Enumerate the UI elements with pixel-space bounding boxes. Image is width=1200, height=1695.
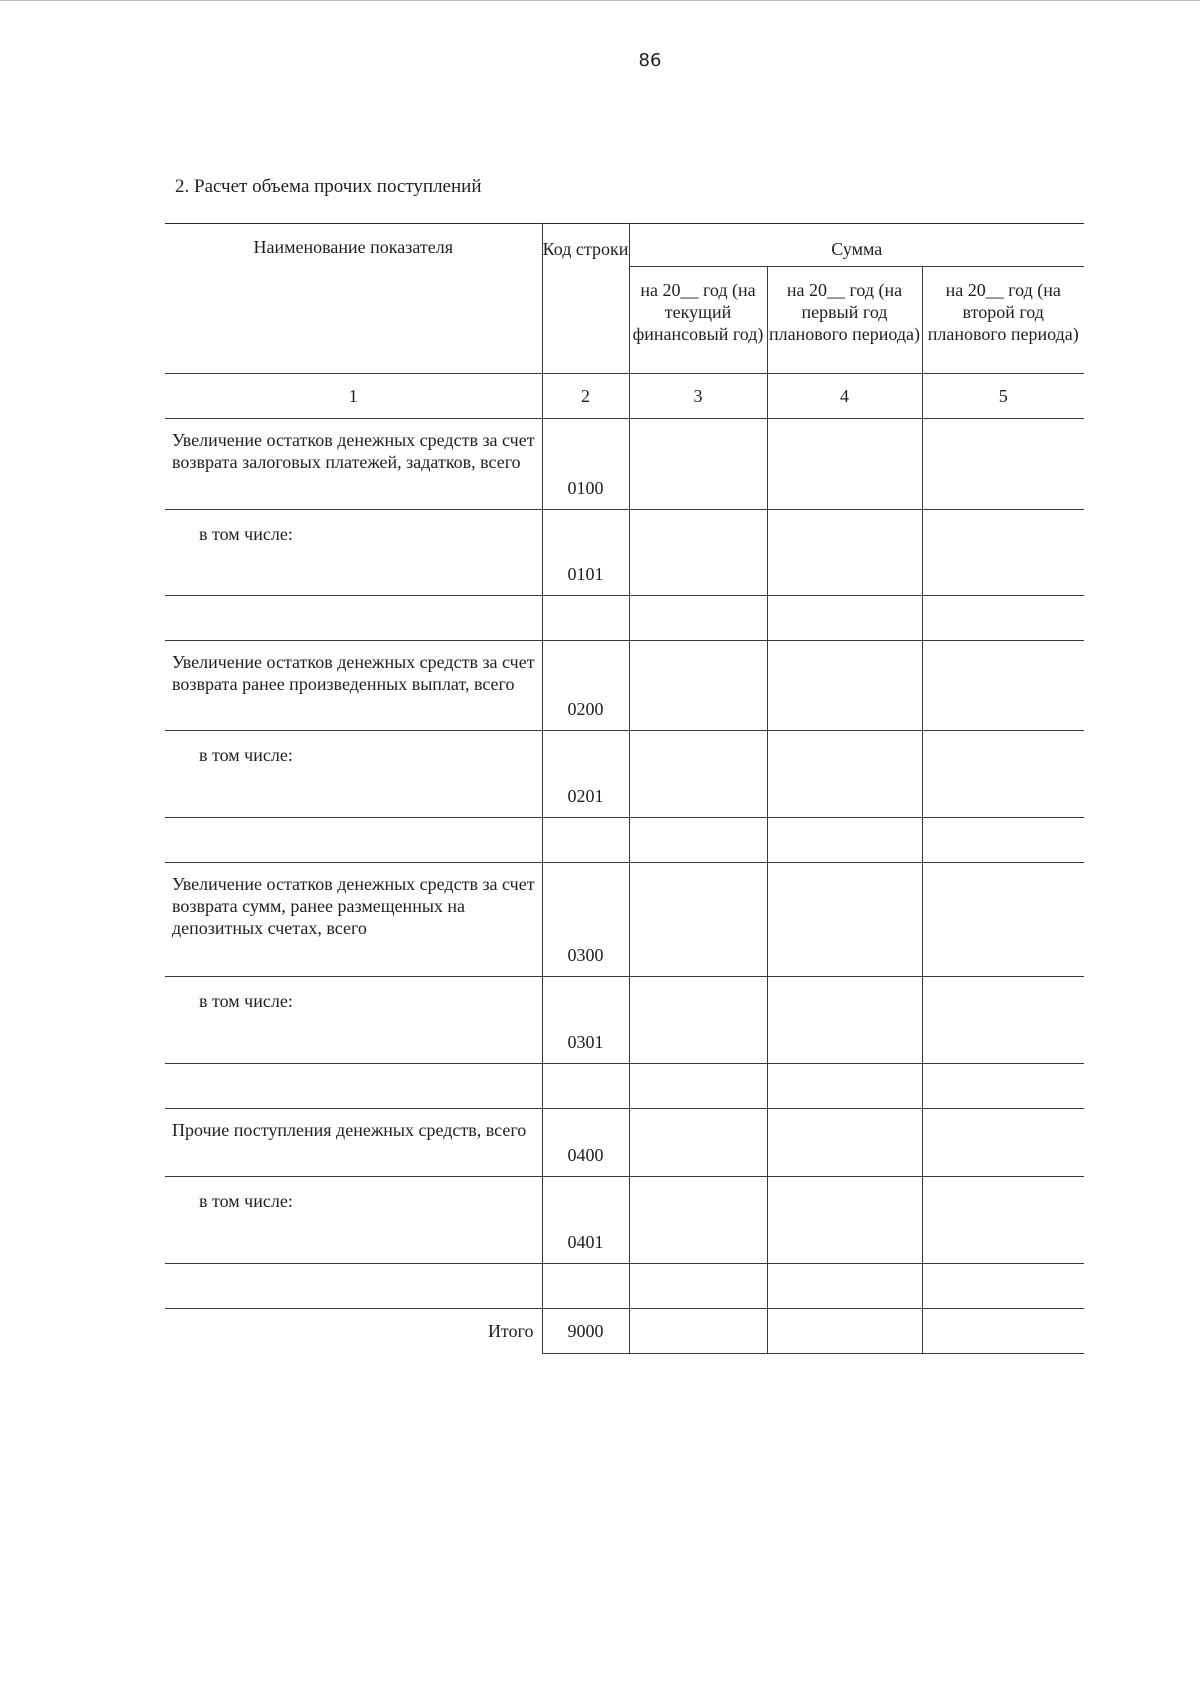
other-receipts-table — [165, 223, 1084, 1354]
value-cell[interactable] — [922, 977, 1084, 1064]
value-cell[interactable] — [922, 863, 1084, 977]
header-name: Наименование показателя — [165, 224, 542, 374]
value-cell[interactable] — [629, 1264, 767, 1309]
row-code: 0300 — [542, 863, 629, 977]
total-code: 9000 — [542, 1309, 629, 1354]
header-col3: на 20__ год (на текущий финансовый год) — [629, 267, 767, 374]
value-cell[interactable] — [629, 1064, 767, 1109]
value-cell[interactable] — [922, 510, 1084, 596]
value-cell[interactable] — [922, 1177, 1084, 1264]
table-row — [165, 863, 1084, 977]
row-name: в том числе: — [165, 1177, 542, 1264]
value-cell[interactable] — [922, 1264, 1084, 1309]
value-cell[interactable] — [767, 863, 922, 977]
blank-cell[interactable] — [165, 596, 542, 641]
row-code: 0400 — [542, 1109, 629, 1177]
value-cell[interactable] — [629, 641, 767, 731]
blank-cell[interactable] — [542, 1064, 629, 1109]
column-number: 2 — [542, 374, 629, 419]
blank-cell[interactable] — [542, 596, 629, 641]
value-cell[interactable] — [629, 818, 767, 863]
value-cell[interactable] — [922, 818, 1084, 863]
table-row — [165, 1109, 1084, 1177]
value-cell[interactable] — [922, 1309, 1084, 1354]
total-row — [165, 1309, 1084, 1354]
row-name: Прочие поступления денежных средств, всего — [165, 1109, 542, 1177]
value-cell[interactable] — [629, 863, 767, 977]
table-row — [165, 1177, 1084, 1264]
blank-cell[interactable] — [542, 818, 629, 863]
table-row — [165, 1064, 1084, 1109]
row-name: в том числе: — [165, 510, 542, 596]
section-title: 2. Расчет объема прочих поступлений — [175, 176, 482, 197]
value-cell[interactable] — [767, 731, 922, 818]
value-cell[interactable] — [629, 1109, 767, 1177]
table-row — [165, 1264, 1084, 1309]
table-row — [165, 510, 1084, 596]
table-row — [165, 641, 1084, 731]
value-cell[interactable] — [767, 419, 922, 510]
value-cell[interactable] — [629, 419, 767, 510]
value-cell[interactable] — [629, 1309, 767, 1354]
header-sum: Сумма — [629, 224, 1084, 267]
column-number: 4 — [767, 374, 922, 419]
value-cell[interactable] — [629, 1177, 767, 1264]
row-code: 0100 — [542, 419, 629, 510]
column-number: 3 — [629, 374, 767, 419]
value-cell[interactable] — [767, 641, 922, 731]
value-cell[interactable] — [767, 1309, 922, 1354]
row-name: в том числе: — [165, 977, 542, 1064]
row-code: 0401 — [542, 1177, 629, 1264]
scan-top-edge — [0, 0, 1200, 1]
blank-cell[interactable] — [165, 1264, 542, 1309]
value-cell[interactable] — [767, 510, 922, 596]
blank-cell[interactable] — [165, 1064, 542, 1109]
page-number: 86 — [638, 50, 662, 71]
table-row — [165, 596, 1084, 641]
value-cell[interactable] — [767, 1177, 922, 1264]
header-col5: на 20__ год (на второй год планового периода) — [922, 267, 1084, 374]
value-cell[interactable] — [922, 731, 1084, 818]
row-code: 0200 — [542, 641, 629, 731]
table-row — [165, 731, 1084, 818]
blank-cell[interactable] — [165, 818, 542, 863]
value-cell[interactable] — [922, 641, 1084, 731]
value-cell[interactable] — [767, 1064, 922, 1109]
row-code: 0101 — [542, 510, 629, 596]
header-col4: на 20__ год (на первый год планового периода) — [767, 267, 922, 374]
total-label: Итого — [487, 1320, 534, 1341]
table-row — [165, 977, 1084, 1064]
value-cell[interactable] — [922, 1064, 1084, 1109]
header-code: Код строки — [542, 224, 629, 374]
value-cell[interactable] — [767, 596, 922, 641]
column-number: 5 — [922, 374, 1084, 419]
value-cell[interactable] — [767, 818, 922, 863]
value-cell[interactable] — [629, 977, 767, 1064]
value-cell[interactable] — [767, 977, 922, 1064]
row-name: в том числе: — [165, 731, 542, 818]
value-cell[interactable] — [922, 1109, 1084, 1177]
row-name: Увеличение остатков денежных средств за счет возврата ранее произведенных выплат, всего — [165, 641, 542, 731]
value-cell[interactable] — [767, 1109, 922, 1177]
value-cell[interactable] — [922, 596, 1084, 641]
table-row — [165, 419, 1084, 510]
row-name: Увеличение остатков денежных средств за счет возврата сумм, ранее размещенных на депозитных счетах, всего — [165, 863, 542, 977]
table-row — [165, 818, 1084, 863]
row-code: 0201 — [542, 731, 629, 818]
column-number: 1 — [165, 374, 542, 419]
row-code: 0301 — [542, 977, 629, 1064]
blank-cell[interactable] — [542, 1264, 629, 1309]
value-cell[interactable] — [629, 596, 767, 641]
value-cell[interactable] — [767, 1264, 922, 1309]
value-cell[interactable] — [629, 510, 767, 596]
value-cell[interactable] — [922, 419, 1084, 510]
value-cell[interactable] — [629, 731, 767, 818]
row-name: Увеличение остатков денежных средств за счет возврата залоговых платежей, задатков, всего — [165, 419, 542, 510]
